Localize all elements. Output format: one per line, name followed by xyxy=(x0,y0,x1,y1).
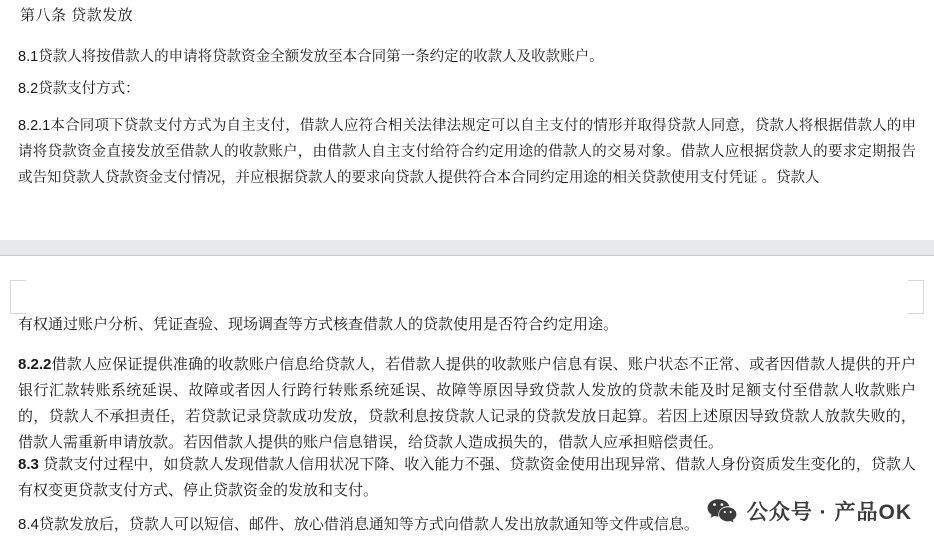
watermark-text: 公众号 · 产品OK xyxy=(746,501,912,524)
wechat-icon xyxy=(707,498,737,524)
paragraph-8-2-1: 8.2.1本合同项下贷款支付方式为自主支付，借款人应符合相关法律法规定可以自主支付的情形并取得贷款人同意，贷款人将根据借款人的申请将贷款资金直接发放至借款人的收款账户，由借款人自主支付给符合约定用途的借款人的交易对象。借款人应根据贷款人的要求定期报告或告知贷款人贷款资金支付情况，并应根据贷款人的要求向贷款人提供符合本合同约定用途的相关贷款使用支付凭证 。贷款人 xyxy=(18,118,916,186)
paragraph-continuation-text: 有权通过账户分析、凭证查验、现场调查等方式核查借款人的贷款使用是否符合约定用途。 xyxy=(18,316,619,333)
page-edge-mark-left xyxy=(10,280,26,314)
paragraph-8-2: 8.2贷款支付方式： xyxy=(18,81,140,97)
watermark xyxy=(707,496,912,526)
section-heading: 第八条 贷款发放 xyxy=(20,7,134,24)
paragraph-continuation xyxy=(18,312,916,338)
paragraph-8-2-2-number: 8.2.2 xyxy=(18,356,52,373)
paragraph-8-2-2-text: 借款人应保证提供准确的收款账户信息给贷款人，若借款人提供的收款账户信息有误、账户状态不正常、或者因借款人提供的开户银行汇款转账系统延误、故障或者因人行跨行转账系统延误、故障等原因导致贷款人发放的贷款未能及时足额支付至借款人收款账户的，贷款人不承担责任，若贷款记录贷款成功发放，贷款利息按贷款人记录的贷款发放日起算。若因上述原因导致贷款人放款失败的，借款人需重新申请放款。若因借款人提供的账户信息错误，给贷款人造成损失的，借款人应承担赔偿责任。 xyxy=(18,356,916,451)
document-fragment-bottom xyxy=(0,256,934,544)
paragraph-8-1: 8.1贷款人将按借款人的申请将贷款资金全额发放至本合同第一条约定的收款人及收款账户。 xyxy=(18,49,604,65)
fragment-separator-band xyxy=(0,240,934,256)
paragraph-8-3-text: 贷款支付过程中，如贷款人发现借款人信用状况下降、收入能力不强、贷款资金使用出现异常、借款人身份资质发生变化的，贷款人有权变更贷款支付方式、停止贷款资金的发放和支付。 xyxy=(18,456,916,499)
page-edge-mark-right xyxy=(908,280,924,314)
paragraph-8-4-text: 8.4贷款发放后，贷款人可以短信、邮件、放心借消息通知等方式向借款人发出放款通知等文件或信息。 xyxy=(18,516,699,533)
paragraph-8-2-2 xyxy=(18,352,916,456)
paragraph-8-3-number: 8.3 xyxy=(18,456,39,473)
document-fragment-top xyxy=(0,0,934,240)
